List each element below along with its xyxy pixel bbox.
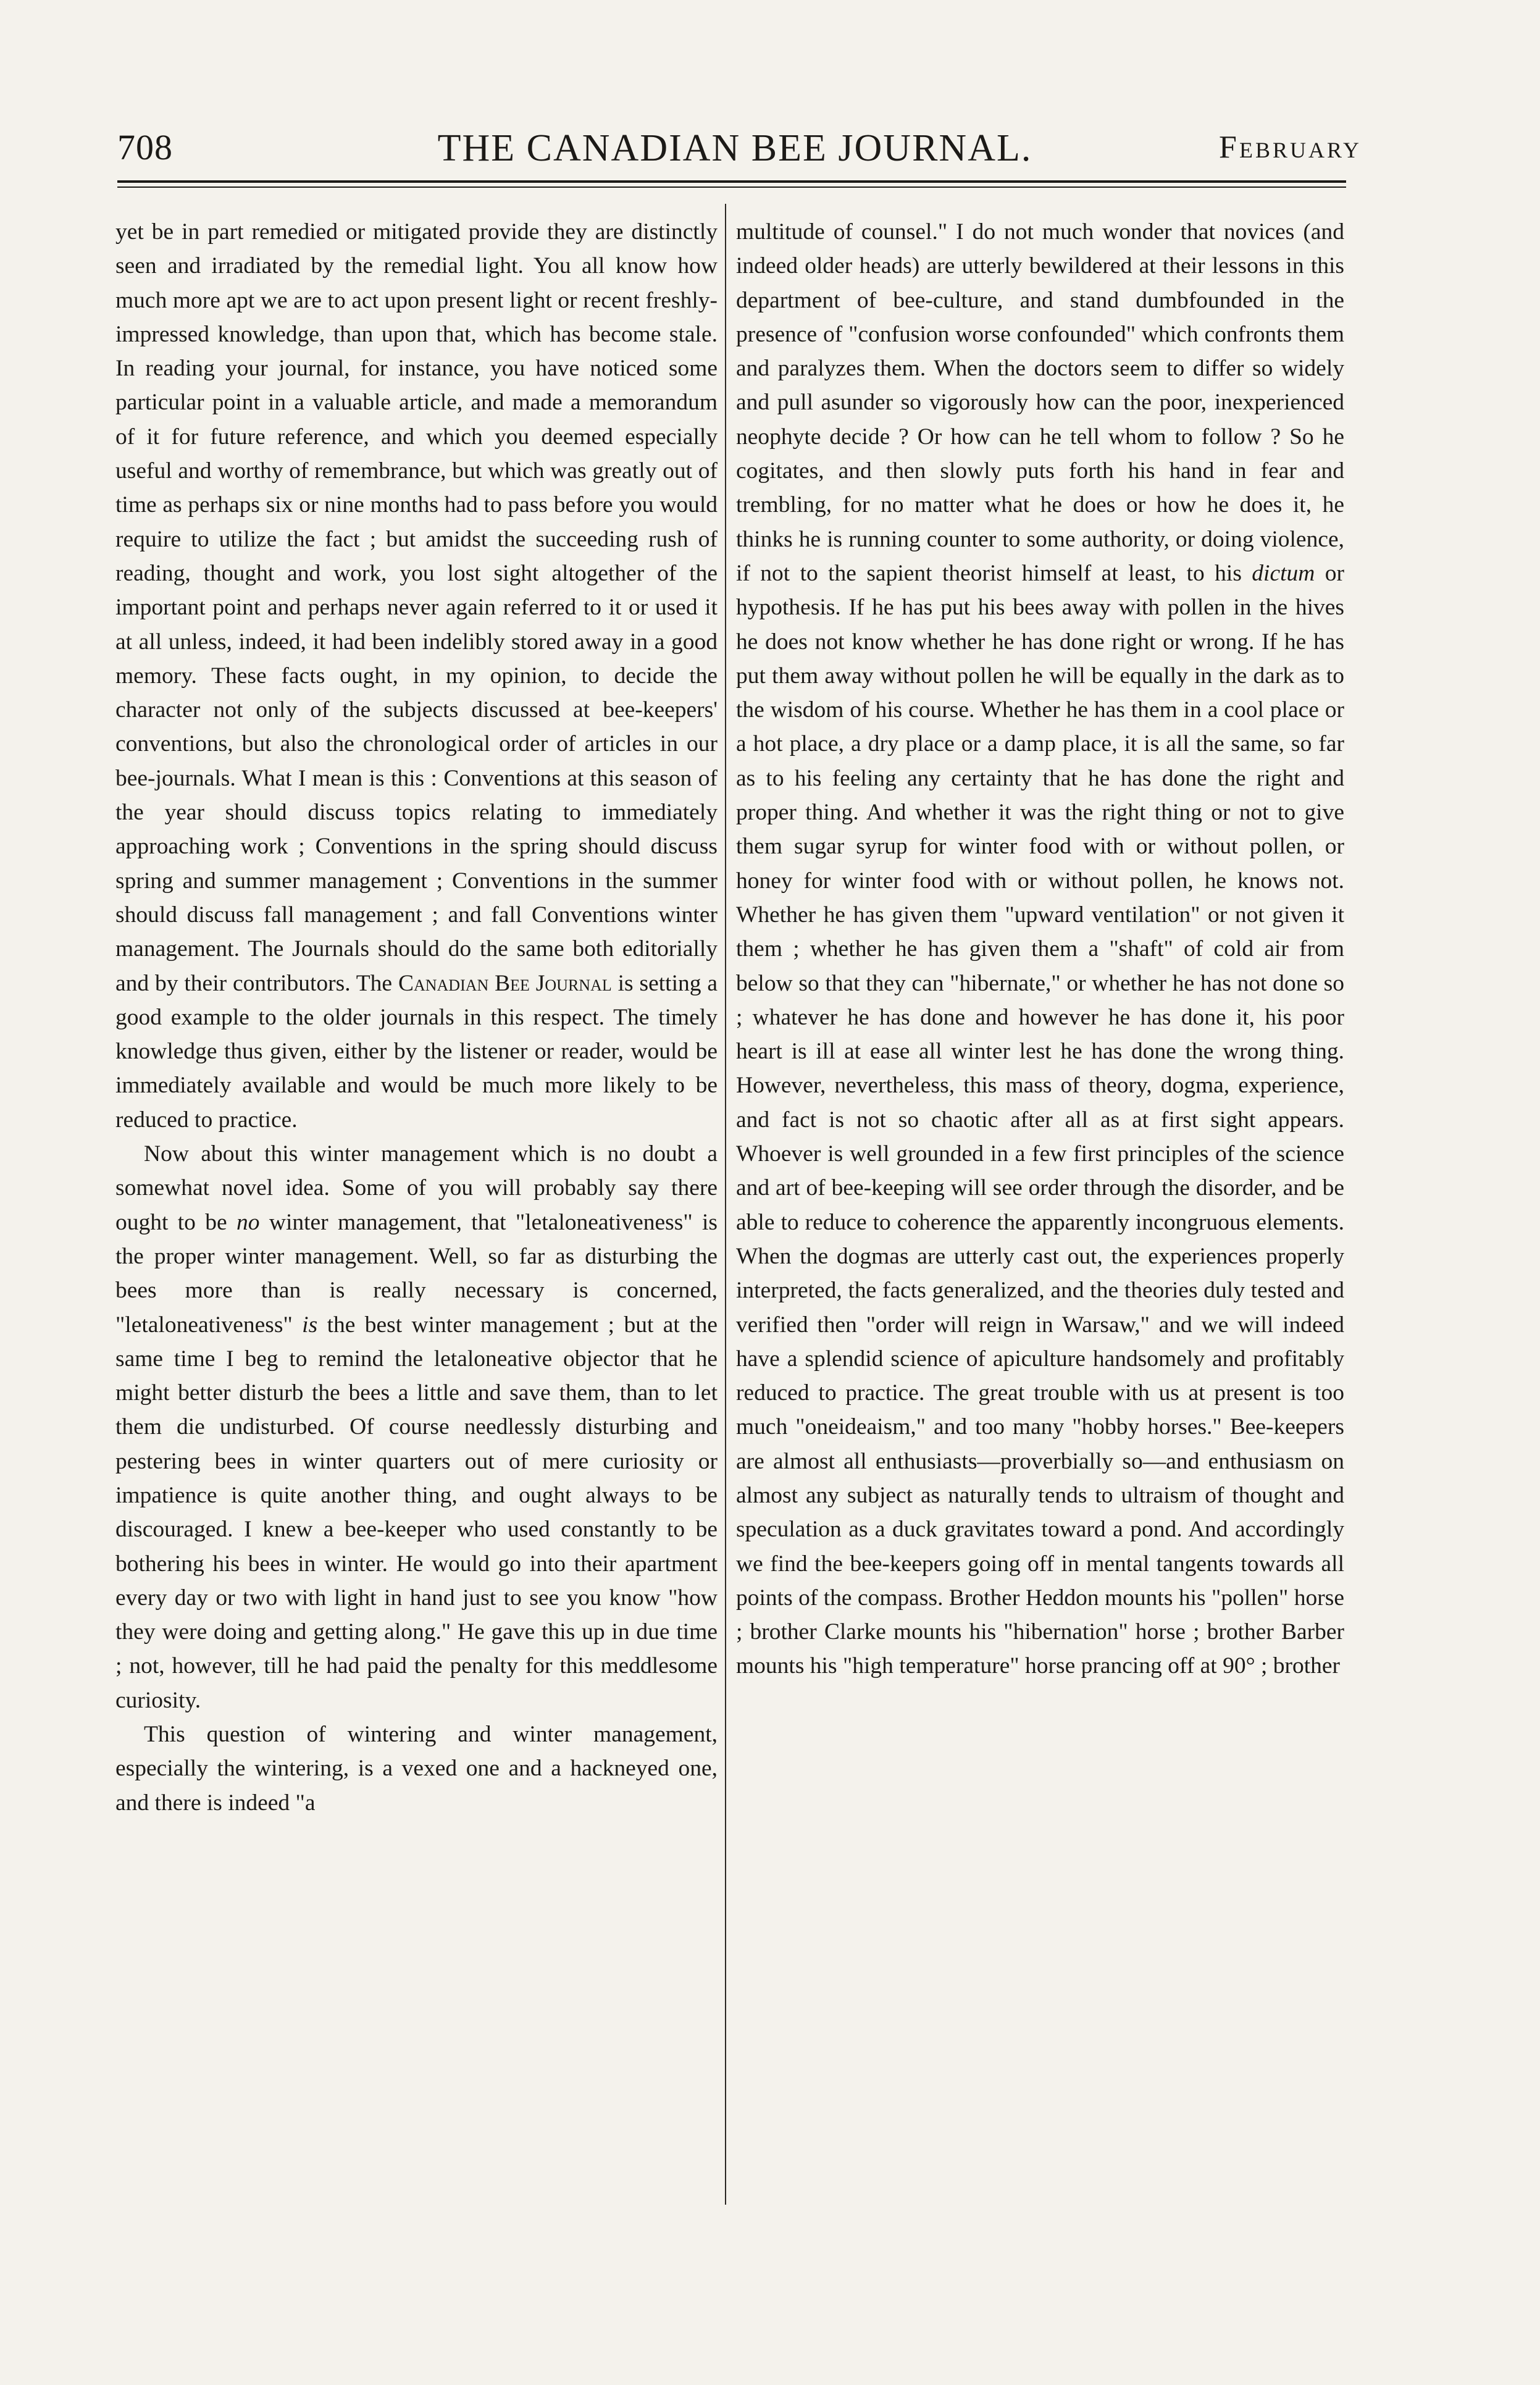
running-header bbox=[117, 127, 1362, 182]
paragraph-text: or hypothesis. If he has put his bees away with pollen in the hives he does not know whether he has done right or wrong. If he has put them away without pollen he will be equally in the dark as to the wisdom of his course. Whether he has them in a cool place or a hot place, a dry place or a damp place, it is all the same, so far as to his feeling any certainty that he has done the right and proper thing. And whether it was the right thing or not to give them sugar syrup for winter food with or without pollen, or honey for winter food with or without pollen, he knows not. Whether he has given them "upward ventilation" or not given it them ; whether he has given them a "shaft" of cold air from below so that they can "hibernate," or whether he has not done so ; whatever he has done and however he has done it, his poor heart is ill at ease all winter lest he has done the wrong thing. However, nevertheless, this mass of theory, dogma, experience, and fact is not so chaotic after all as at first sight appears. Whoever is well grounded in a few first principles of the science and art of bee-keeping will see order through the disorder, and be able to reduce to coherence the apparently incongruous elements. When the dogmas are utterly cast out, the experiences properly interpreted, the facts generalized, and the theories duly tested and verified then "order will reign in Warsaw," and we will indeed have a splendid science of apiculture handsomely and profitably reduced to practice. The great trouble with us at present is too much "oneideaism," and too many "hobby horses." Bee-keepers are almost all enthusiasts—proverbially so—and enthusiasm on almost any subject as naturally tends to ultraism of thought and speculation as a duck gravitates toward a pond. And accordingly we find the bee-keepers going off in mental tangents towards all points of the compass. Brother Heddon mounts his "pollen" horse ; brother Clarke mounts his "hibernation" horse ; brother Barber mounts his "high temperature" horse prancing off at 90° ; brother bbox=[736, 560, 1345, 1679]
paragraph-text: Now about this winter management which is no doubt a somewhat novel idea. Some of you will probably say there ought to be bbox=[115, 1141, 718, 1235]
journal-title: THE CANADIAN BEE JOURNAL. bbox=[437, 127, 1032, 169]
paragraph-text: is setting a good example to the older journals in this respect. The timely knowledge thus given, either by the listener or reader, would be immediately available and would be much more likely to be reduced to practice. bbox=[115, 970, 718, 1133]
left-column bbox=[115, 215, 718, 1820]
paragraph-text: multitude of counsel." I do not much wonder that novices (and indeed older heads) are utterly bewildered at their lessons in this department of bee-culture, and stand dumbfounded in the presence of "confusion worse confounded" which confronts them and paralyzes them. When the doctors seem to differ so widely and pull asunder so vigorously how can the poor, inexperienced neophyte decide ? Or how can he tell whom to follow ? So he cogitates, and then slowly puts forth his hand in fear and trembling, for no matter what he does or how he does it, he thinks he is running counter to some authority, or doing violence, if not to the sapient theorist himself at least, to his bbox=[736, 219, 1344, 586]
column-divider bbox=[725, 204, 726, 2205]
emphasis: dictum bbox=[1252, 560, 1315, 586]
header-rule-thin bbox=[117, 187, 1346, 188]
page-number: 708 bbox=[117, 127, 173, 167]
paragraph-text: winter management, that "letaloneativeness" is the proper winter management. Well, so far as disturbing the bees more than is really necessary is concerned, "letaloneativeness" bbox=[115, 1209, 718, 1338]
paragraph bbox=[736, 215, 1344, 1683]
header-rule bbox=[117, 180, 1346, 183]
paragraph-text: This question of wintering and winter management, especially the wintering, is a vexed one and a hackneyed one, and there is indeed "a bbox=[115, 1722, 718, 1816]
paragraph bbox=[115, 1717, 718, 1820]
emphasis: no bbox=[236, 1209, 260, 1235]
right-column bbox=[736, 215, 1344, 1683]
issue-month: February bbox=[1219, 130, 1362, 165]
paragraph-text: yet be in part remedied or mitigated provide they are distinctly seen and irradiated by the remedial light. You all know how much more apt we are to act upon present light or recent freshly-impressed knowledge, than upon that, which has become stale. In reading your journal, for instance, you have noticed some particular point in a valuable article, and made a memorandum of it for future reference, and which you deemed especially useful and worthy of remembrance, but which was greatly out of time as perhaps six or nine months had to pass before you would require to utilize the fact ; but amidst the succeeding rush of reading, thought and work, you lost sight altogether of the important point and perhaps never again referred to it or used it at all unless, indeed, it had been indelibly stored away in a good memory. These facts ought, in my opinion, to decide the character not only of the subjects discussed at bee-keepers' conventions, but also the chronological order of articles in our bee-journals. What I mean is this : Conventions at this season of the year should discuss topics relating to immediately approaching work ; Conventions in the spring should discuss spring and summer management ; Conventions in the summer should discuss fall management ; and fall Conventions winter management. The Journals should do the same both editorially and by their contributors. The bbox=[115, 219, 718, 996]
paragraph bbox=[115, 1137, 718, 1717]
emphasis: is bbox=[302, 1312, 318, 1338]
paragraph-text: the best winter management ; but at the same time I beg to remind the letaloneative objector that he might better disturb the bees a little and save them, than to let them die undisturbed. Of course needlessly disturbing and pestering bees in winter quarters out of mere curiosity or impatience is quite another thing, and ought always to be discouraged. I knew a bee-keeper who used constantly to be bothering his bees in winter. He would go into their apartment every day or two with light in hand just to see you know "how they were doing and getting along." He gave this up in due time ; not, however, till he had paid the penalty for this meddlesome curiosity. bbox=[115, 1312, 718, 1713]
journal-name: Canadian Bee Journal bbox=[398, 970, 612, 996]
bleed-through-noise bbox=[148, 2189, 1352, 2208]
paragraph bbox=[115, 215, 718, 1137]
